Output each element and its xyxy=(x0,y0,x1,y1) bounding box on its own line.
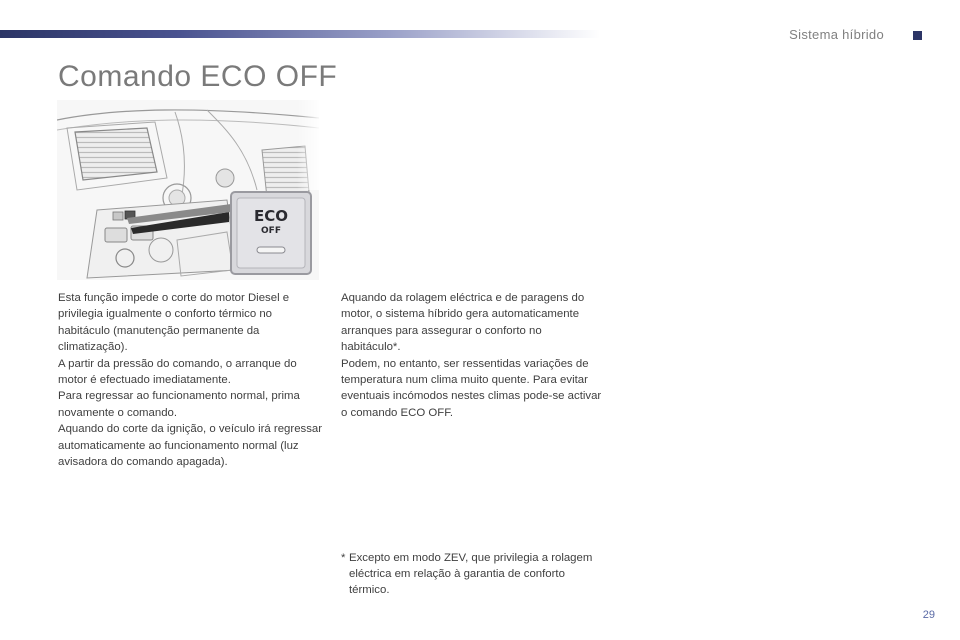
page-number: 29 xyxy=(922,609,935,621)
footnote-mark: * xyxy=(341,552,346,564)
header-gradient-bar xyxy=(0,30,600,38)
page-title: Comando ECO OFF xyxy=(58,60,338,93)
footnote xyxy=(341,550,596,598)
right-text-column xyxy=(341,290,603,421)
paragraph: Para regressar ao funcionamento normal, prima novamente o comando. xyxy=(58,390,300,419)
paragraph: A partir da pressão do comando, o arranque do motor é efectuado imediatamente. xyxy=(58,357,297,387)
paragraph: Aquando da rolagem eléctrica e de paragens do motor, o sistema híbrido gera automaticamente arranques para assegurar o conforto no habitáculo*. xyxy=(341,292,585,354)
paragraph: Podem, no entanto, ser ressentidas variações de temperatura num clima muito quente. Para evitar eventuais incómodos nestes climas pode-se activar o comando ECO OFF. xyxy=(341,357,602,419)
section-label: Sistema híbrido xyxy=(789,27,884,42)
off-label: OFF xyxy=(261,226,281,236)
footnote-text: Excepto em modo ZEV, que privilegia a rolagem eléctrica em relação à garantia de conforto térmico. xyxy=(349,552,593,596)
section-marker-square xyxy=(913,31,922,40)
paragraph: Esta função impede o corte do motor Diesel e privilegia igualmente o conforto térmico no habitáculo (manutenção permanente da climatização). xyxy=(58,292,290,354)
eco-label: ECO xyxy=(253,207,289,225)
left-text-column xyxy=(58,290,326,470)
paragraph: Aquando do corte da ignição, o veículo irá regressar automaticamente ao funcionamento normal (luz avisadora do comando apagada). xyxy=(58,423,323,469)
dashboard-illustration xyxy=(57,100,319,280)
